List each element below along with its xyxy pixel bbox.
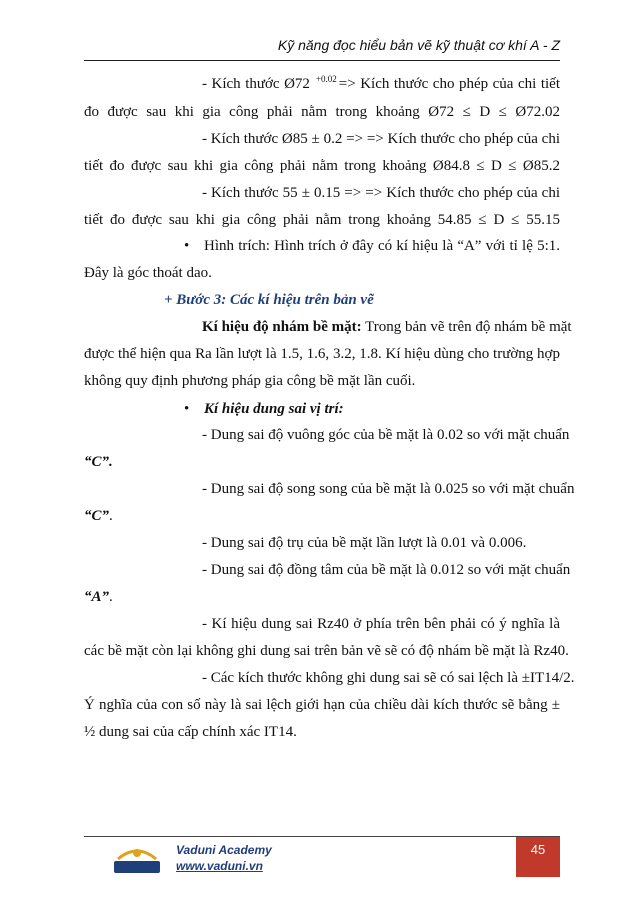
paragraph-line: tiết đo được sau khi gia công phải nằm trong khoảng 54.85 ≤ D ≤ 55.15 — [84, 212, 560, 228]
paragraph-line: - Kích thước Ø85 ± 0.2 => => Kích thước cho phép của chi — [202, 131, 560, 147]
tolerance-superscript: +0.02 — [315, 74, 337, 84]
vaduni-logo — [112, 845, 162, 875]
paragraph-line: - Dung sai độ đồng tâm của bề mặt là 0.012 so với mặt chuẩn — [202, 562, 571, 578]
section-heading: + Bước 3: Các kí hiệu trên bản vẽ — [164, 292, 374, 308]
paragraph-line: các bề mặt còn lại không ghi dung sai trên bản vẽ sẽ có độ nhám bề mặt là Rz40. — [84, 643, 569, 659]
page-footer — [84, 836, 560, 877]
bullet-item: • Hình trích: Hình trích ở đây có kí hiệu là “A” với tỉ lệ 5:1. — [184, 238, 560, 254]
paragraph-line: đo được sau khi gia công phải nằm trong khoảng Ø72 ≤ D ≤ Ø72.02 — [84, 104, 560, 120]
paragraph-line: - Các kích thước không ghi dung sai sẽ có sai lệch là ±IT14/2. — [202, 670, 575, 686]
paragraph-line: - Kích thước 55 ± 0.15 => => Kích thước cho phép của chi — [202, 185, 560, 201]
paragraph-line: - Dung sai độ vuông góc của bề mặt là 0.02 so với mặt chuẩn — [202, 427, 570, 443]
paragraph-line: - Kích thước Ø72 $^{+0.02}$ => Kích thước cho phép của chi tiết — [202, 74, 560, 92]
paragraph-line: Kí hiệu độ nhám bề mặt: Trong bản vẽ trên độ nhám bề mặt — [202, 319, 572, 335]
roughness-label: Kí hiệu độ nhám bề mặt: — [202, 319, 362, 335]
paragraph-line: Đây là góc thoát dao. — [84, 265, 212, 281]
header-title: Kỹ năng đọc hiểu bản vẽ kỹ thuật cơ khí A - Z — [277, 37, 560, 53]
footer-website-link[interactable]: www.vaduni.vn — [176, 859, 263, 873]
paragraph-line: - Kí hiệu dung sai Rz40 ở phía trên bên phải có ý nghĩa là — [202, 616, 560, 632]
page-header — [84, 36, 560, 61]
bullet-icon: • — [184, 401, 190, 417]
paragraph-line: ½ dung sai của cấp chính xác IT14. — [84, 724, 297, 740]
bullet-icon: • — [184, 238, 190, 254]
paragraph-line: - Dung sai độ song song của bề mặt là 0.025 so với mặt chuẩn — [202, 481, 575, 497]
datum-reference: “C”. — [84, 508, 113, 524]
datum-reference: “C”. — [84, 454, 113, 470]
paragraph-line: tiết đo được sau khi gia công phải nằm trong khoảng Ø84.8 ≤ D ≤ Ø85.2 — [84, 158, 560, 174]
bullet-item: • Kí hiệu dung sai vị trí: — [184, 401, 344, 417]
footer-org-name: Vaduni Academy — [176, 843, 272, 857]
datum-reference: “A”. — [84, 589, 113, 605]
paragraph-line: được thể hiện qua Ra lần lượt là 1.5, 1.6, 3.2, 1.8. Kí hiệu dùng cho trường hợp — [84, 346, 560, 362]
page-number-badge: 45 — [516, 837, 560, 877]
paragraph-line: không quy định phương pháp gia công bề mặt lần cuối. — [84, 373, 416, 389]
paragraph-line: - Dung sai độ trụ của bề mặt lần lượt là 0.01 và 0.006. — [202, 535, 527, 551]
paragraph-line: Ý nghĩa của con số này là sai lệch giới hạn của chiều dài kích thước sẽ bằng ± — [84, 697, 560, 713]
